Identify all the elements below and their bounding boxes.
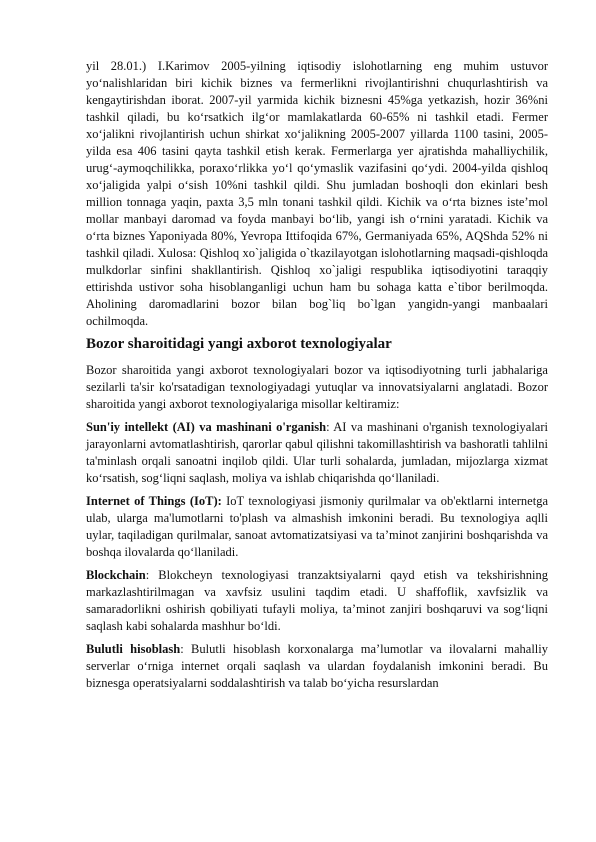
item-blockchain-separator: : xyxy=(145,568,159,582)
item-cloud-text: Bulutli hisoblash korxonalarga ma’lumotlar va ilovalarni mahalliy serverlar o‘rniga internet orqali saqlash va ulardan foydalanish imkonini beradi. Bu biznesga operatsiyalarni soddalashtirish va talab bo‘yicha resurslardan xyxy=(86,642,548,690)
intro-paragraph: yil 28.01.) I.Karimov 2005-yilning iqtisodiy islohotlarning eng muhim ustuvor yo‘nalishlaridan biri kichik biznes va fermerlikni rivojlantirishni chuqurlashtirish va kengaytirishdan iborat. 2007-yil yarmida kichik biznesni 45%ga yetkazish, hozir 36%ni tashkil qiladi, bu ko‘rsatkich ilg‘or mamlakatlarda 60-65% ni tashkil etadi. Fermer xo‘jalikni rivojlantirish uchun shirkat xo‘jalikning 2005-2007 yillarda 1100 tasini, 2005-yilda esa 406 tasini qayta tashkil etish kerak. Fermerlarga yer ajratishda mahalliychilik, urug‘-aymoqchilikka, poraxo‘rlikka yo‘l qo‘ymaslik vazifasini qo‘ydi. 2004-yilda qishloq xo‘jaligida yalpi o‘sish 10%ni tashkil qildi. Shu jumladan boshoqli don ekinlari besh million tonnaga yaqin, paxta 3,5 mln tonani tashkil qildi. Kichik va o‘rta biznes iste’mol mollar manbayi daromad va foyda manbayi bo‘lib, yangi ish o‘rnini yaratadi. Kichik va o‘rta biznes Yaponiyada 80%, Yevropa Ittifoqida 67%, Germaniyada 65%, AQShda 52% ni tashkil qiladi. Xulosa: Qishloq xo`jaligida o`tkazilayotgan islohotlarning maqsadi-qishloqda mulkdorlar sinfini shakllantirish. Qishloq xo`jaligi respublika iqtisodiyotini taraqqiy ettirishda ustivor soha hisoblanganligi uchun ham bu sohaga katta e`tibor berilmoqda. Aholining daromadlarini bozor bilan bog`liq bo`lgan yangidn-yangi manbaalari ochilmoqda. xyxy=(86,59,548,328)
item-iot-paragraph xyxy=(86,493,548,561)
item-ai-term: Sun'iy intellekt (AI) va mashinani o'rganish xyxy=(86,420,327,434)
item-ai-separator: : xyxy=(326,420,334,434)
item-iot-term: Internet of Things (IoT): xyxy=(86,494,222,508)
item-iot-text: IoT texnologiyasi jismoniy qurilmalar va ob'ektlarni internetga ulab, ularga ma'lumotlarni to'plash va almashish imkonini beradi. Bu texnologiya aqlli uylar, taqiladigan qurilmalar, sanoat avtomatizatsiyasi va ta’minot zanjirini boshqarishda va boshqa ilovalarda qo‘llaniladi. xyxy=(86,494,548,559)
item-cloud-paragraph xyxy=(86,641,548,692)
item-blockchain-text: Blokcheyn texnologiyasi tranzaktsiyalarni qayd etish va tekshirishning markazlashtirilmagan va xavfsiz usulini taqdim etadi. U shaffoflik, xavfsizlik va samaradorlikni oshirish qobiliyati tufayli moliya, ta’minot zanjiri boshqaruvi va sog‘liqni saqlash kabi sohalarda mashhur bo‘ldi. xyxy=(86,568,548,633)
item-blockchain-term: Blockchain xyxy=(86,568,146,582)
document-page xyxy=(86,58,548,698)
item-ai-text: AI va mashinani o'rganish texnologiyalari jarayonlarni avtomatlashtirish, qarorlar qabul qilishni takomillashtirish va bashoratli tahlilni ta'minlash orqali sanoatni inqilob qildi. Ular turli sohalarda, jumladan, mijozlarga xizmat ko‘rsatish, sog‘liqni saqlash, moliya va ishlab chiqarishda qo‘llaniladi. xyxy=(86,420,548,485)
item-blockchain-paragraph xyxy=(86,567,548,635)
section-heading: Bozor sharoitidagi yangi axborot texnologiyalar xyxy=(86,336,392,352)
section-intro-paragraph: Bozor sharoitida yangi axborot texnologiyalari bozor va iqtisodiyotning turli jabhalariga sezilarli ta'sir ko'rsatadigan texnologiyadagi yutuqlar va innovatsiyalarni anglatadi. Bozor sharoitida yangi axborot texnologiyalariga misollar keltiramiz: xyxy=(86,363,548,411)
item-cloud-separator: : xyxy=(180,642,192,656)
item-ai-paragraph xyxy=(86,419,548,487)
item-cloud-term: Bulutli hisoblash xyxy=(86,642,181,656)
watermark-left xyxy=(16,305,81,370)
